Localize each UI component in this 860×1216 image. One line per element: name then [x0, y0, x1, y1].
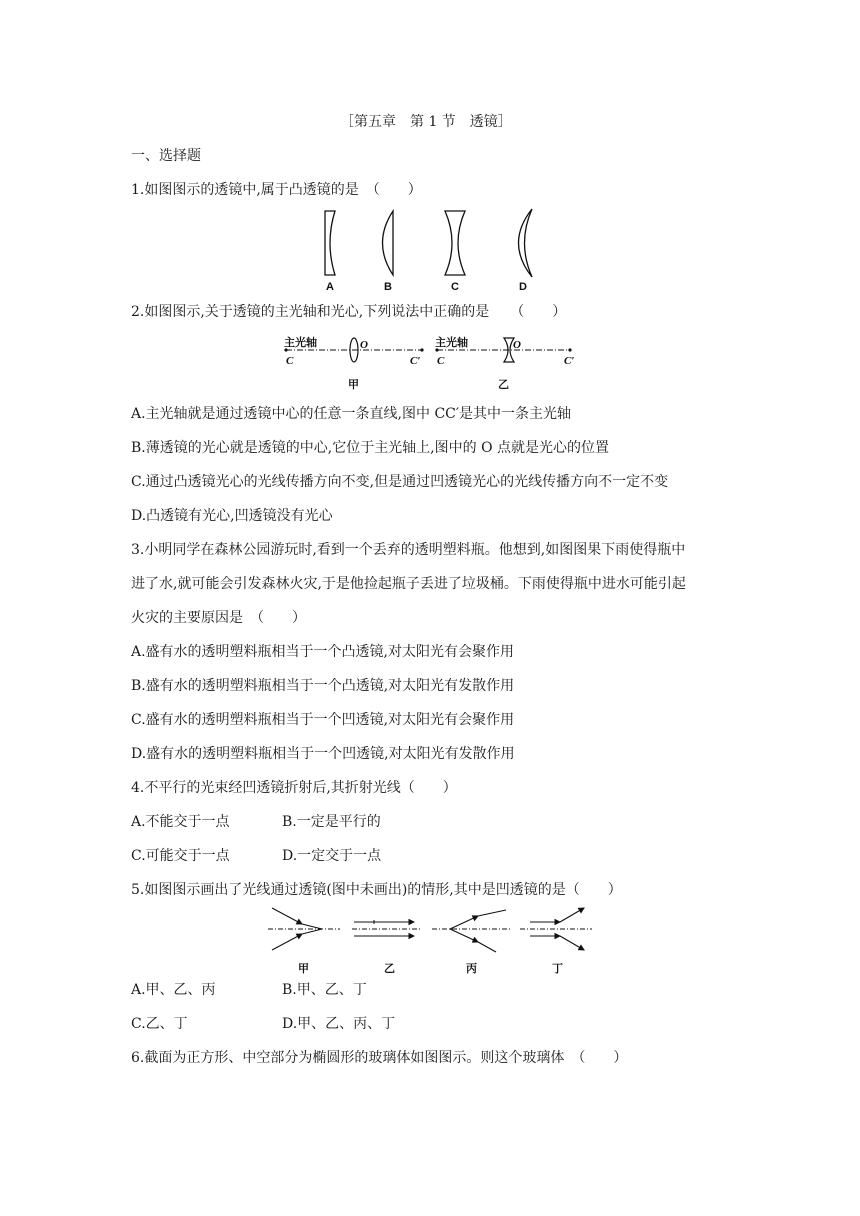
q2-option-d: D.凸透镜有光心,凹透镜没有光心: [131, 508, 333, 524]
q2-caption-right: 乙: [498, 379, 509, 391]
q3-stem-line-2: 进了水,就可能会引发森林火灾,于是他捡起瓶子丢进了垃圾桶。下雨使得瓶中进水可能引起: [131, 576, 686, 592]
q2-o-left: O: [360, 339, 368, 351]
q4-stem: 4.不平行的光束经凹透镜折射后,其折射光线（ ）: [131, 780, 457, 796]
lens-b-shape: [383, 211, 394, 275]
q1-lens-figure: [300, 205, 560, 293]
q2-axis-label-right: 主光轴: [435, 337, 468, 349]
q4-option-d: D.一定交于一点: [282, 848, 382, 864]
q4-option-c: C.可能交于一点: [131, 848, 230, 864]
q2-caption-left: 甲: [348, 379, 359, 391]
q5-option-b: B.甲、乙、丁: [282, 982, 367, 998]
q5-label-bing: 丙: [466, 963, 477, 975]
q5-label-jia: 甲: [298, 963, 309, 975]
q3-option-a: A.盛有水的透明塑料瓶相当于一个凸透镜,对太阳光有会聚作用: [131, 644, 515, 660]
q2-option-a: A.主光轴就是通过透镜中心的任意一条直线,图中 CC′是其中一条主光轴: [131, 406, 572, 422]
q5-option-c: C.乙、丁: [131, 1016, 188, 1032]
q4-option-b: B.一定是平行的: [282, 814, 381, 830]
q5-ray-figure: [262, 902, 598, 976]
section-title: 一、选择题: [131, 148, 201, 164]
lens-c-shape: [445, 211, 465, 275]
q1-label-b: B: [384, 281, 392, 293]
q5-stem: 5.如图图示画出了光线通过透镜(图中未画出)的情形,其中是凹透镜的是（ ）: [131, 882, 622, 898]
q1-label-d: D: [519, 281, 527, 293]
q2-c-left: C: [286, 355, 294, 367]
q2-c-right: C: [437, 355, 445, 367]
q3-stem-line-3: 火灾的主要原因是 （ ）: [131, 610, 306, 626]
q2-stem: 2.如图图示,关于透镜的主光轴和光心,下列说法中正确的是 （ ）: [131, 304, 567, 320]
q3-option-b: B.盛有水的透明塑料瓶相当于一个凸透镜,对太阳光有发散作用: [131, 678, 515, 694]
chapter-header: ［第五章 第 1 节 透镜］: [340, 114, 512, 130]
q3-option-d: D.盛有水的透明塑料瓶相当于一个凹透镜,对太阳光有发散作用: [131, 746, 515, 762]
q1-label-c: C: [451, 281, 459, 293]
q2-cprime-right: C′: [564, 355, 575, 367]
q2-cprime-left: C′: [410, 355, 421, 367]
q2-axis-label-left: 主光轴: [284, 337, 317, 349]
q2-option-c: C.通过凸透镜光心的光线传播方向不变,但是通过凹透镜光心的光线传播方向不一定不变: [131, 474, 669, 490]
q6-stem: 6.截面为正方形、中空部分为椭圆形的玻璃体如图图示。则这个玻璃体 （ ）: [131, 1050, 628, 1066]
q1-label-a: A: [326, 281, 334, 293]
lens-d-shape: [519, 209, 533, 277]
q1-stem: 1.如图图示的透镜中,属于凸透镜的是 （ ）: [131, 182, 422, 198]
q2-o-right: O: [513, 339, 521, 351]
q3-stem-line-1: 3.小明同学在森林公园游玩时,看到一个丢弃的透明塑料瓶。他想到,如图图果下雨使得瓶中: [131, 542, 686, 558]
q5-label-ding: 丁: [552, 963, 563, 975]
q3-option-c: C.盛有水的透明塑料瓶相当于一个凹透镜,对太阳光有会聚作用: [131, 712, 515, 728]
lens-a-shape: [325, 211, 335, 275]
q4-option-a: A.不能交于一点: [131, 814, 230, 830]
q2-axis-figure: [282, 330, 582, 392]
q5-label-yi: 乙: [384, 963, 395, 975]
q5-option-a: A.甲、乙、丙: [131, 982, 216, 998]
q2-option-b: B.薄透镜的光心就是透镜的中心,它位于主光轴上,图中的 O 点就是光心的位置: [131, 440, 610, 456]
q5-option-d: D.甲、乙、丙、丁: [282, 1016, 396, 1032]
